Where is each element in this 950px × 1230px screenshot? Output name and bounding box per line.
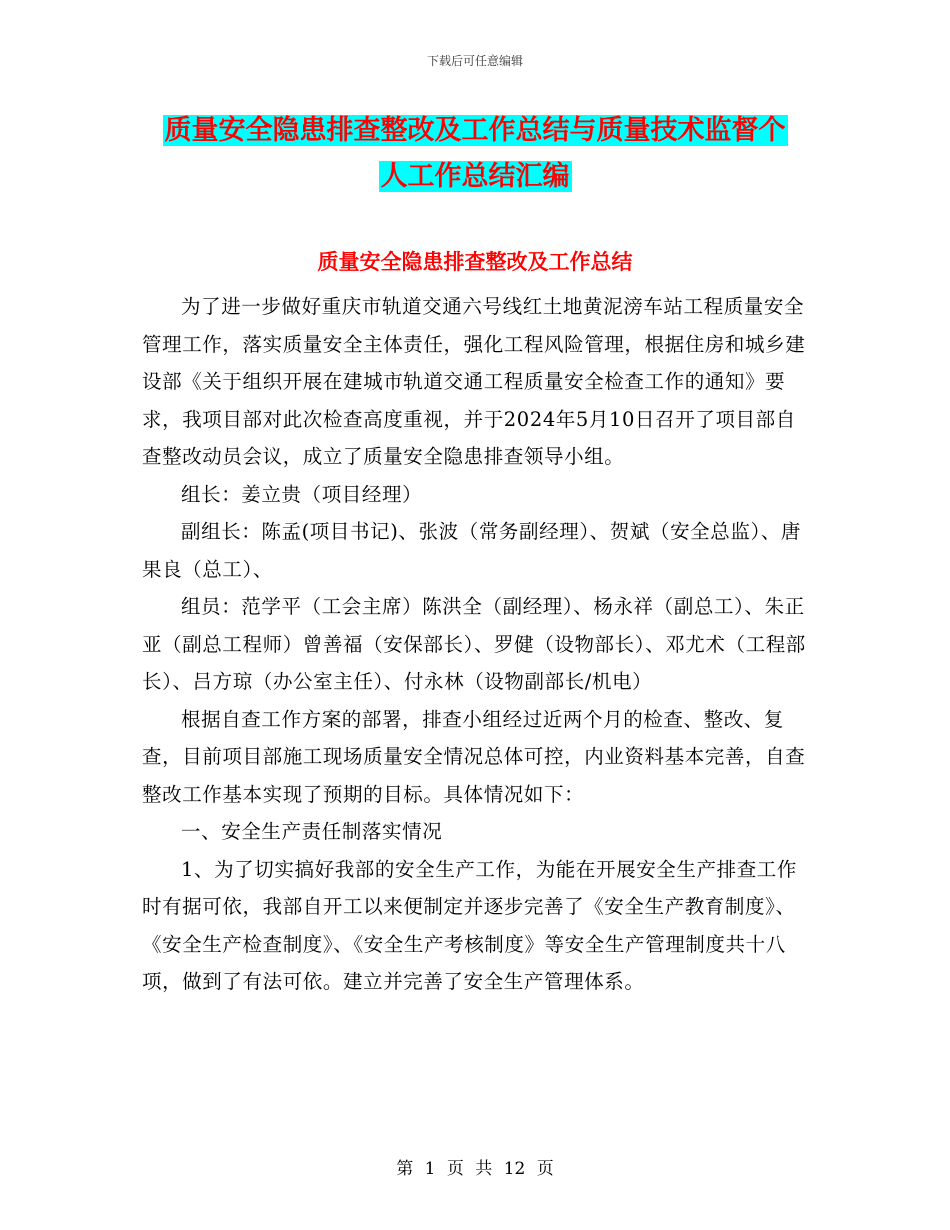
document-title-line-2 bbox=[0, 154, 950, 200]
title-highlight-1: 质量安全隐患排查整改及工作总结与质量技术监督个 bbox=[164, 115, 786, 146]
page-footer: 第 1 页 共 12 页 bbox=[396, 1159, 554, 1179]
paragraph-item-1: 1、为了切实搞好我部的安全生产工作，为能在开展安全生产排查工作时有据可依，我部自开工以来便制定并逐步完善了《安全生产教育制度》、《安全生产检查制度》、《安全生产考核制度》等安全生产管理制度共十八项，做到了有法可依。建立并完善了安全生产管理体系。 bbox=[142, 857, 798, 993]
title-highlight-2: 人工作总结汇编 bbox=[380, 161, 570, 192]
document-title-line-1 bbox=[0, 108, 950, 154]
paragraph-group-leader: 组长：姜立贵（项目经理） bbox=[181, 482, 423, 506]
document-body bbox=[142, 288, 812, 1001]
paragraph-heading-1: 一、安全生产责任制落实情况 bbox=[181, 820, 443, 843]
paragraph-summary: 根据自查工作方案的部署，排查小组经过近两个月的检查、整改、复查，目前项目部施工现场质量安全情况总体可控，内业资料基本完善，自查整改工作基本实现了预期的目标。具体情况如下： bbox=[142, 707, 806, 806]
paragraph-members: 组员：范学平（工会主席）陈洪全（副经理）、杨永祥（副总工）、朱正亚（副总工程师）曾善福（安保部长）、罗健（设物部长）、邓尤术（工程部长）、吕方琼（办公室主任）、付永林（设物副部长/机电） bbox=[142, 595, 806, 693]
paragraph-intro: 为了进一步做好重庆市轨道交通六号线红土地黄泥滂车站工程质量安全管理工作，落实质量安全主体责任，强化工程风险管理，根据住房和城乡建设部《关于组织开展在建城市轨道交通工程质量安全检查工作的通知》要求，我项目部对此次检查高度重视，并于2024年5月10日召开了项目部自查整改动员会议，成立了质量安全隐患排查领导小组。 bbox=[142, 295, 806, 468]
document-title bbox=[0, 108, 950, 200]
header-note: 下载后可任意编辑 bbox=[426, 54, 523, 68]
section-title: 质量安全隐患排查整改及工作总结 bbox=[317, 250, 633, 274]
paragraph-deputy-leaders: 副组长：陈孟(项目书记)、张波（常务副经理）、贺斌（安全总监）、唐果良（总工）、 bbox=[142, 520, 802, 581]
